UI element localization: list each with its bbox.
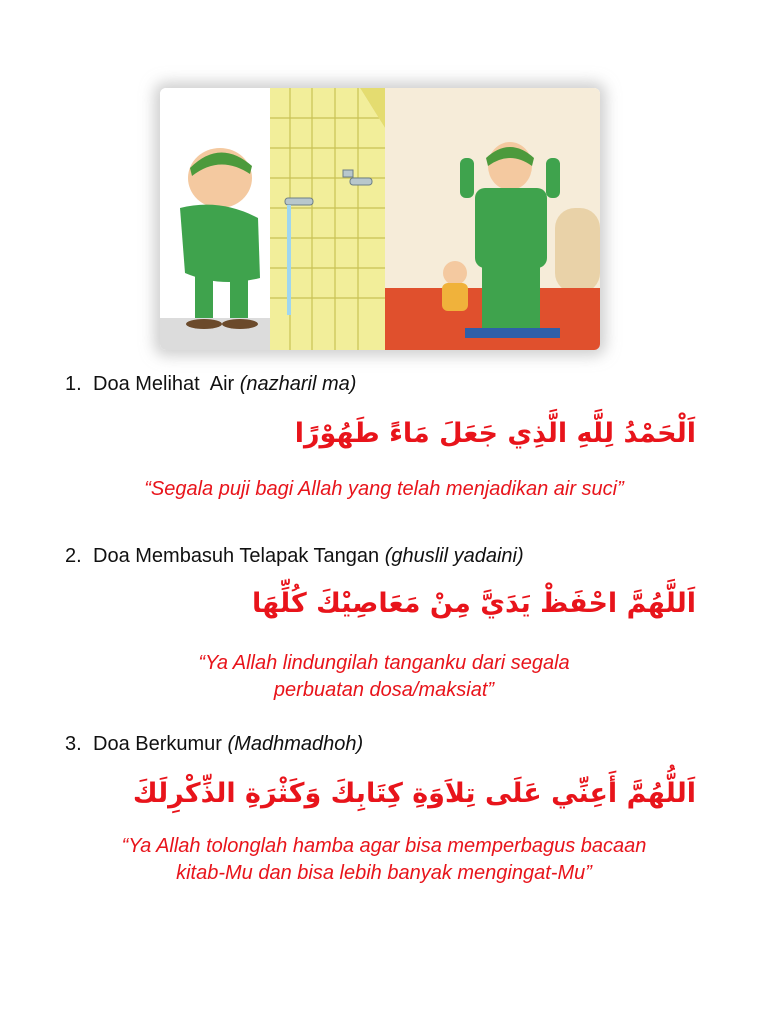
item-2-number: 2.: [65, 545, 82, 567]
item-1-arabic: اَلْحَمْدُ لِلَّهِ الَّذِي جَعَلَ مَاءً طَهُوْرًا: [294, 418, 696, 449]
item-1-title: Doa Melihat Air: [93, 373, 235, 395]
boy-sitting-figure: [442, 261, 468, 311]
item-1-heading: [65, 373, 356, 396]
item-2-title: Doa Membasuh Telapak Tangan: [93, 545, 380, 567]
item-2-translation-line-2: perbuatan dosa/maksiat”: [273, 679, 495, 701]
item-3-translation: [40, 833, 728, 887]
item-2-latin: (ghuslil yadaini): [384, 545, 524, 567]
item-3-heading: [65, 733, 363, 756]
item-2-arabic: اَللَّهُمَّ احْفَظْ يَدَيَّ مِنْ مَعَاصِيْكَ كُلِّهَا: [252, 588, 696, 619]
item-1-translation: [40, 476, 728, 503]
item-1-translation-line: “Segala puji bagi Allah yang telah menjadikan air suci”: [144, 478, 624, 500]
item-3-translation-line-1: “Ya Allah tolonglah hamba agar bisa memperbagus bacaan: [121, 835, 647, 857]
wudu-illustration-icon: [160, 88, 600, 350]
item-2-translation-line-1: “Ya Allah lindungilah tanganku dari segala: [198, 652, 570, 674]
item-3-latin: (Madhmadhoh): [227, 733, 364, 755]
item-3-title: Doa Berkumur: [93, 733, 222, 755]
item-1-latin: (nazharil ma): [239, 373, 357, 395]
item-3-translation-line-2: kitab-Mu dan bisa lebih banyak mengingat-Mu”: [176, 862, 592, 884]
item-2-translation: [40, 650, 728, 704]
item-2-heading: [65, 545, 524, 568]
item-3-arabic: اَللُّهُمَّ أَعِنِّي عَلَى تِلاَوَةِ كِتَابِكَ وَكَثْرَةِ الذِّكْرِلَكَ: [132, 778, 696, 809]
wudu-illustration: [160, 88, 600, 350]
item-3-number: 3.: [65, 733, 82, 755]
item-1-number: 1.: [65, 373, 82, 395]
